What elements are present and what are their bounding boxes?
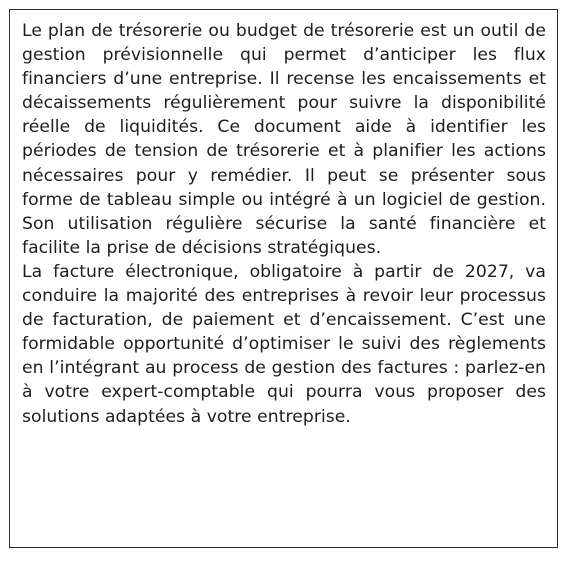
text-box <box>9 9 558 548</box>
text-box-content <box>22 19 546 429</box>
paragraph-treasury-plan: Le plan de trésorerie ou budget de trésorerie est un outil de gestion prévisionnelle qui permet d’anticiper les flux financiers d’une entreprise. Il recense les encaissements et décaissements régulièrement pour suivre la disponibilité réelle de liquidités. Ce document aide à identifier les périodes de tension de trésorerie et à planifier les actions nécessaires pour y remédier. Il peut se présenter sous forme de tableau simple ou intégré à un logiciel de gestion. Son utilisation régulière sécurise la santé financière et facilite la prise de décisions stratégiques. <box>22 21 546 258</box>
paragraph-electronic-invoice: La facture électronique, obligatoire à partir de 2027, va conduire la majorité des entreprises à revoir leur processus de facturation, de paiement et d’encaissement. C’est une formidable opportunité d’optimiser le suivi des règlements en l’intégrant au process de gestion des factures : parlez-en à votre expert-comptable qui pourra vous proposer des solutions adaptées à votre entreprise. <box>22 261 546 427</box>
